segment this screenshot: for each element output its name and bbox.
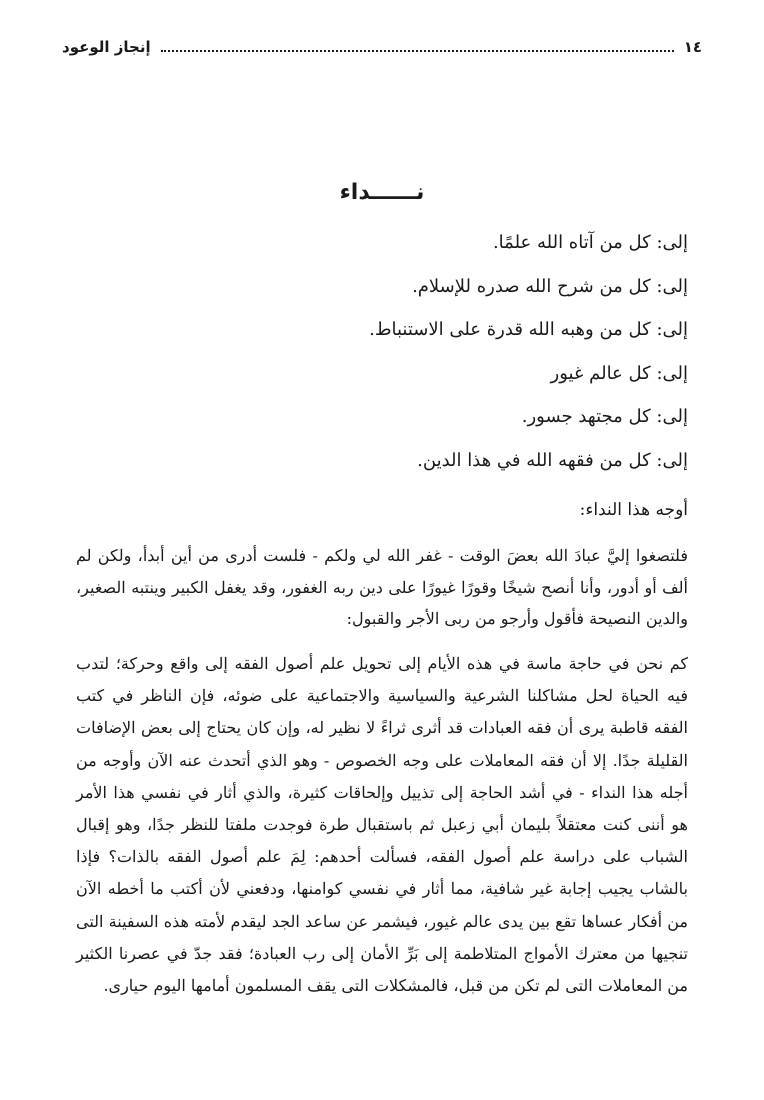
address-line: إلى: كل عالم غيور — [550, 362, 688, 384]
address-line: إلى: كل من وهبه الله قدرة على الاستنباط. — [369, 319, 688, 340]
running-header — [62, 34, 702, 60]
address-line: إلى: كل من فقهه الله في هذا الدين. — [417, 449, 688, 471]
address-list — [76, 228, 688, 489]
body-paragraph: كم نحن في حاجة ماسة في هذه الأيام إلى تحويل علم أصول الفقه إلى واقع وحركة؛ لتدب فيه الحياة لحل مشاكلنا الشرعية والسياسية والاجتماعية على ضوئه، فإن الناظر في كتب الفقه قاطبة يرى أن فقه العبادات قد أثرى ثراءً لا نظير له، وإن كان يحتاج إلى بعض الإضافات القليلة جدًا. إلا أن فقه المعاملات على وجه الخصوص - وهو الذي أتحدث عنه الآن وأوجه من أجله هذا النداء - في أشد الحاجة إلى تذييل وإلحاقات كثيرة، والذي أثار في نفسي هذا الأمر هو أننى كنت معتقلاً بليمان أبي زعبل ثم باستقبال طرة فوجدت ملفتا للنظر جدًا، وهو إقبال الشباب على دراسة علم أصول الفقه، فسألت أحدهم: لِمَ علم أصول الفقه بالذات؟ فإذا بالشاب يجيب إجابة غير شافية، مما أثار في نفسي كوامنها، ودفعني لأن أكتب ما أخطه الآن من أفكار عساها تقع بين يدى عالم غيور، فيشمر عن ساعد الجد ليقدم لأمته هذه السفينة التى تنجيها من معترك الأمواج المتلاطمة إلى بَرِّ الأمان إلى رب العبادة؛ فقد جدّ في عصرنا الكثير من المعاملات التى لم تكن من قبل، فالمشكلات التى يقف المسلمون أمامها اليوم حيارى. — [76, 654, 689, 996]
address-line: إلى: كل من شرح الله صدره للإسلام. — [412, 275, 688, 297]
address-line: إلى: كل مجتهد جسور. — [521, 406, 688, 427]
section-title: نــــــداء — [339, 180, 425, 205]
body-paragraph: فلتصغوا إليَّ عبادَ الله بعضَ الوقت - غفر الله لي ولكم - فلست أدرى من أين أبدأ، ولكن لم ألف أو أدور، وأنا أنصح شيخًا وقورًا غيورًا على دين ربه الغفور، وقد يغفل الكبير وينتبه الصغير، والدين النصيحة فأقول وأرجو من ربى الأجر والقبول: — [76, 546, 688, 628]
header-dot-leader — [161, 50, 674, 52]
lead-sentence: أوجه هذا النداء: — [579, 500, 688, 520]
running-title: إنجاز الوعود — [62, 38, 151, 56]
address-line: إلى: كل من آتاه الله علمًا. — [492, 232, 688, 253]
page-number: ١٤ — [683, 38, 702, 56]
